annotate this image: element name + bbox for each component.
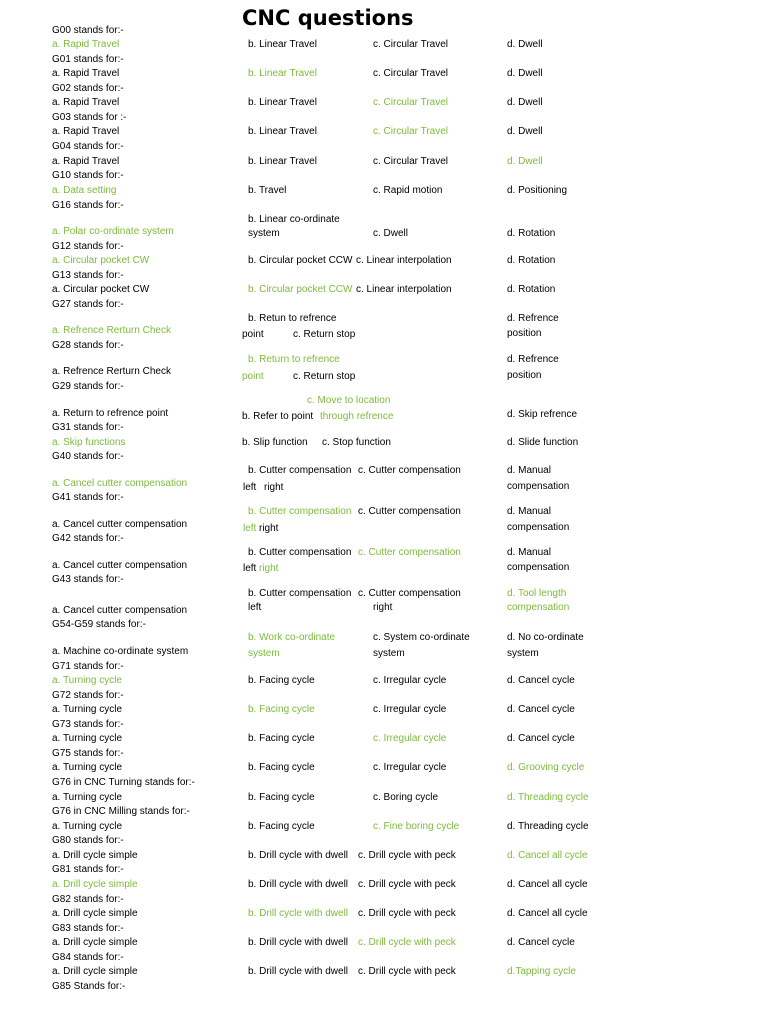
option-d: compensation xyxy=(507,481,570,492)
option-a: a. Turning cycle xyxy=(52,675,123,686)
option-c: c. Linear interpolation xyxy=(356,284,452,295)
option-c: c. Irregular cycle xyxy=(373,762,447,773)
option-b: b. Facing cycle xyxy=(248,762,315,773)
option-d: d. Positioning xyxy=(507,185,568,196)
option-d: d. Rotation xyxy=(507,255,556,266)
option-b: left xyxy=(243,523,257,534)
option-d: position xyxy=(507,370,542,381)
option-c: c. Circular Travel xyxy=(373,68,449,79)
option-b: b. Cutter compensation xyxy=(248,465,352,476)
question-text: G75 stands for:- xyxy=(52,748,124,759)
option-a: a. Polar co-ordinate system xyxy=(52,226,174,237)
option-a: a. Drill cycle simple xyxy=(52,850,138,861)
option-d: d. Cancel cycle xyxy=(507,704,575,715)
option-d: d. No co-ordinate xyxy=(507,632,584,643)
question-text: G13 stands for:- xyxy=(52,270,124,281)
option-d: d. Refrence xyxy=(507,354,559,365)
question-text: G00 stands for:- xyxy=(52,25,124,36)
question-text: G76 in CNC Turning stands for:- xyxy=(52,777,195,788)
option-c: c. Cutter compensation xyxy=(358,588,461,599)
option-b: left xyxy=(243,563,257,574)
option-a: a. Machine co-ordinate system xyxy=(52,646,189,657)
option-d: system xyxy=(507,648,539,659)
question-text: G12 stands for:- xyxy=(52,241,124,252)
option-c: right xyxy=(373,602,393,613)
question-text: G31 stands for:- xyxy=(52,422,124,433)
option-b: b. Slip function xyxy=(242,437,308,448)
option-d: d. Threading cycle xyxy=(507,792,589,803)
option-a: a. Rapid Travel xyxy=(52,68,120,79)
option-a: a. Turning cycle xyxy=(52,792,123,803)
question-text: G28 stands for:- xyxy=(52,340,124,351)
option-d: d. Slide function xyxy=(507,437,579,448)
option-b: b. Linear Travel xyxy=(248,39,317,50)
option-c: c. Stop function xyxy=(322,437,391,448)
option-a: a. Refrence Rerturn Check xyxy=(52,325,171,336)
question-text: G42 stands for:- xyxy=(52,533,124,544)
option-b: b. Linear Travel xyxy=(248,126,317,137)
question-text: G73 stands for:- xyxy=(52,719,124,730)
option-d: d. Grooving cycle xyxy=(507,762,585,773)
option-a: a. Refrence Rerturn Check xyxy=(52,366,171,377)
option-a: a. Turning cycle xyxy=(52,762,123,773)
option-c: c. Circular Travel xyxy=(373,126,449,137)
option-b: b. Cutter compensation xyxy=(248,547,352,558)
question-text: G01 stands for:- xyxy=(52,54,124,65)
option-b: point xyxy=(242,371,264,382)
question-text: G82 stands for:- xyxy=(52,894,124,905)
option-b: b. Facing cycle xyxy=(248,821,315,832)
option-c: right xyxy=(259,563,279,574)
option-d: d. Dwell xyxy=(507,126,543,137)
option-c: c. Move to location xyxy=(307,395,391,406)
option-a: a. Data setting xyxy=(52,185,117,196)
option-a: a. Drill cycle simple xyxy=(52,937,138,948)
option-d: d. Dwell xyxy=(507,156,543,167)
question-text: G85 Stands for:- xyxy=(52,981,126,992)
option-b: b. Facing cycle xyxy=(248,792,315,803)
option-d: compensation xyxy=(507,602,570,613)
question-text: G03 stands for :- xyxy=(52,112,127,123)
question-text: G41 stands for:- xyxy=(52,492,124,503)
question-text: G04 stands for:- xyxy=(52,141,124,152)
option-a: a. Drill cycle simple xyxy=(52,908,138,919)
option-d: d. Cancel all cycle xyxy=(507,908,588,919)
option-c: c. System co-ordinate xyxy=(373,632,470,643)
option-b: left xyxy=(243,482,257,493)
option-c: through refrence xyxy=(320,411,394,422)
option-d: d. Cancel cycle xyxy=(507,937,575,948)
option-a: a. Cancel cutter compensation xyxy=(52,605,188,616)
option-b: b. Facing cycle xyxy=(248,704,315,715)
option-b: b. Work co-ordinate xyxy=(248,632,336,643)
option-a: a. Cancel cutter compensation xyxy=(52,519,188,530)
option-a: a. Turning cycle xyxy=(52,821,123,832)
option-d: d. Cancel all cycle xyxy=(507,850,588,861)
option-a: a. Rapid Travel xyxy=(52,39,120,50)
question-text: G29 stands for:- xyxy=(52,381,124,392)
option-b: b. Linear co-ordinate xyxy=(248,214,340,225)
question-text: G76 in CNC Milling stands for:- xyxy=(52,806,190,817)
option-c: c. Circular Travel xyxy=(373,156,449,167)
option-b: b. Drill cycle with dwell xyxy=(248,908,349,919)
option-d: d.Tapping cycle xyxy=(507,966,576,977)
option-a: a. Drill cycle simple xyxy=(52,966,138,977)
option-d: d. Cancel cycle xyxy=(507,675,575,686)
option-b: b. Drill cycle with dwell xyxy=(248,937,349,948)
option-a: a. Return to refrence point xyxy=(52,408,169,419)
question-text: G54-G59 stands for:- xyxy=(52,619,146,630)
option-c: c. Circular Travel xyxy=(373,39,449,50)
option-b: b. Cutter compensation xyxy=(248,506,352,517)
option-c: c. Irregular cycle xyxy=(373,733,447,744)
option-c: right xyxy=(264,482,284,493)
page-title: CNC questions xyxy=(242,6,414,30)
option-d: compensation xyxy=(507,562,570,573)
question-text: G27 stands for:- xyxy=(52,299,124,310)
option-d: d. Skip refrence xyxy=(507,409,578,420)
option-a: a. Cancel cutter compensation xyxy=(52,560,188,571)
option-c: c. Irregular cycle xyxy=(373,675,447,686)
option-b: b. Linear Travel xyxy=(248,156,317,167)
question-text: G43 stands for:- xyxy=(52,574,124,585)
option-b: b. Facing cycle xyxy=(248,733,315,744)
option-d: d. Rotation xyxy=(507,284,556,295)
option-c: c. Irregular cycle xyxy=(373,704,447,715)
question-text: G71 stands for:- xyxy=(52,661,124,672)
option-c: c. Drill cycle with peck xyxy=(358,966,456,977)
option-c: right xyxy=(259,523,279,534)
option-c: c. Rapid motion xyxy=(373,185,443,196)
question-text: G80 stands for:- xyxy=(52,835,124,846)
option-b: b. Circular pocket CCW xyxy=(248,284,353,295)
option-c: c. Drill cycle with peck xyxy=(358,908,456,919)
option-a: a. Rapid Travel xyxy=(52,126,120,137)
option-c: c. Drill cycle with peck xyxy=(358,937,456,948)
option-a: a. Skip functions xyxy=(52,437,126,448)
option-b: b. Return to refrence xyxy=(248,354,340,365)
option-a: a. Rapid Travel xyxy=(52,97,120,108)
option-b: b. Cutter compensation xyxy=(248,588,352,599)
option-c: c. Fine boring cycle xyxy=(373,821,460,832)
option-c: c. Cutter compensation xyxy=(358,547,461,558)
option-b: b. Linear Travel xyxy=(248,68,317,79)
option-d: position xyxy=(507,328,542,339)
question-text: G02 stands for:- xyxy=(52,83,124,94)
option-b: b. Travel xyxy=(248,185,287,196)
option-b: system xyxy=(248,228,280,239)
question-text: G72 stands for:- xyxy=(52,690,124,701)
option-c: system xyxy=(373,648,405,659)
option-c: c. Cutter compensation xyxy=(358,465,461,476)
option-b: left xyxy=(248,602,262,613)
option-c: c. Drill cycle with peck xyxy=(358,850,456,861)
option-b: system xyxy=(248,648,280,659)
option-d: d. Cancel cycle xyxy=(507,733,575,744)
option-d: d. Manual xyxy=(507,465,551,476)
question-text: G83 stands for:- xyxy=(52,923,124,934)
option-a: a. Drill cycle simple xyxy=(52,879,138,890)
question-text: G40 stands for:- xyxy=(52,451,124,462)
option-c: c. Circular Travel xyxy=(373,97,449,108)
option-b: b. Drill cycle with dwell xyxy=(248,850,349,861)
option-b: b. Retun to refrence xyxy=(248,313,337,324)
question-text: G10 stands for:- xyxy=(52,170,124,181)
option-c: c. Return stop xyxy=(293,329,356,340)
option-a: a. Turning cycle xyxy=(52,733,123,744)
option-d: d. Dwell xyxy=(507,39,543,50)
option-b: point xyxy=(242,329,264,340)
option-c: c. Boring cycle xyxy=(373,792,439,803)
option-c: c. Return stop xyxy=(293,371,356,382)
option-a: a. Rapid Travel xyxy=(52,156,120,167)
option-d: d. Tool length xyxy=(507,588,567,599)
option-a: a. Turning cycle xyxy=(52,704,123,715)
option-a: a. Circular pocket CW xyxy=(52,255,150,266)
option-d: d. Refrence xyxy=(507,313,559,324)
option-d: d. Manual xyxy=(507,547,551,558)
option-d: d. Dwell xyxy=(507,68,543,79)
option-b: b. Circular pocket CCW xyxy=(248,255,353,266)
option-d: compensation xyxy=(507,522,570,533)
option-a: a. Circular pocket CW xyxy=(52,284,150,295)
option-d: d. Rotation xyxy=(507,228,556,239)
question-text: G81 stands for:- xyxy=(52,864,124,875)
option-a: a. Cancel cutter compensation xyxy=(52,478,188,489)
option-d: d. Cancel all cycle xyxy=(507,879,588,890)
option-c: c. Dwell xyxy=(373,228,409,239)
option-d: d. Threading cycle xyxy=(507,821,589,832)
option-b: b. Drill cycle with dwell xyxy=(248,879,349,890)
option-d: d. Manual xyxy=(507,506,551,517)
option-d: d. Dwell xyxy=(507,97,543,108)
option-c: c. Linear interpolation xyxy=(356,255,452,266)
question-text: G16 stands for:- xyxy=(52,200,124,211)
option-b: b. Facing cycle xyxy=(248,675,315,686)
option-c: c. Drill cycle with peck xyxy=(358,879,456,890)
option-c: c. Cutter compensation xyxy=(358,506,461,517)
option-b: b. Linear Travel xyxy=(248,97,317,108)
option-b: b. Refer to point xyxy=(242,411,314,422)
question-text: G84 stands for:- xyxy=(52,952,124,963)
option-b: b. Drill cycle with dwell xyxy=(248,966,349,977)
